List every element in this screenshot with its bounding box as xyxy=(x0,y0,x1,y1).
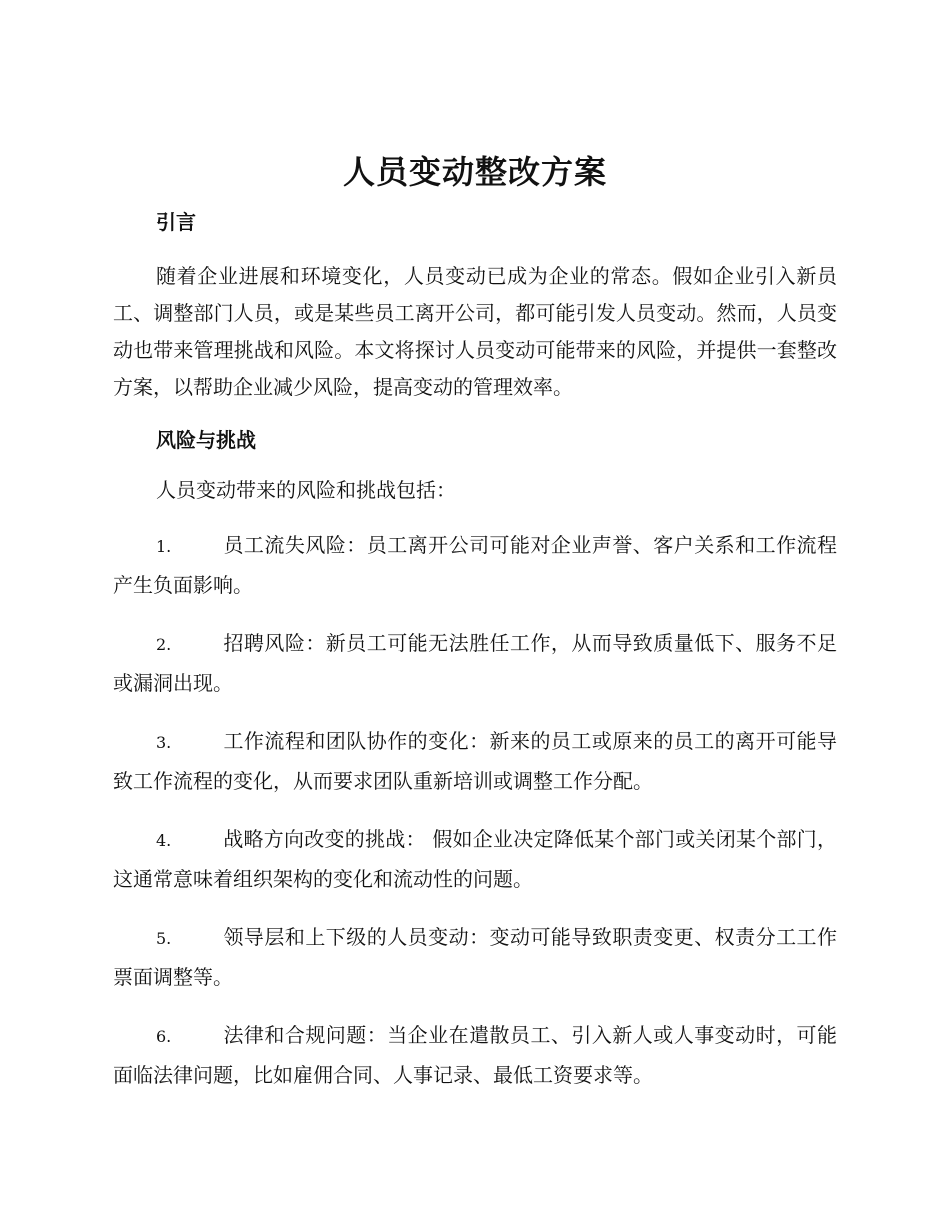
list-item-text: 工作流程和团队协作的变化：新来的员工或原来的员工的离开可能导致工作流程的变化，从而要求团队重新培训或调整工作分配。 xyxy=(113,729,837,793)
section-heading-intro: 引言 xyxy=(156,210,196,234)
list-item-number: 3. xyxy=(156,733,172,752)
document-body xyxy=(113,150,837,1114)
list-item-text: 员工流失风险：员工离开公司可能对企业声誉、客户关系和工作流程产生负面影响。 xyxy=(113,533,837,597)
list-item xyxy=(113,820,837,898)
list-item-number: 1. xyxy=(156,537,172,556)
list-item xyxy=(113,526,837,604)
list-item xyxy=(113,624,837,702)
list-item-text: 法律和合规问题：当企业在遣散员工、引入新人或人事变动时，可能面临法律问题，比如雇佣合同、人事记录、最低工资要求等。 xyxy=(113,1023,837,1087)
risks-lead: 人员变动带来的风险和挑战包括： xyxy=(156,478,456,502)
section-heading-risks: 风险与挑战 xyxy=(156,428,256,452)
list-item xyxy=(113,722,837,800)
list-item-text: 招聘风险：新员工可能无法胜任工作，从而导致质量低下、服务不足或漏洞出现。 xyxy=(113,631,837,695)
list-item-number: 4. xyxy=(156,831,172,850)
list-item xyxy=(113,1016,837,1094)
list-item-number: 2. xyxy=(156,635,172,654)
list-item xyxy=(113,918,837,996)
document-title: 人员变动整改方案 xyxy=(342,153,607,191)
list-item-number: 6. xyxy=(156,1027,172,1046)
list-item-number: 5. xyxy=(156,929,172,948)
list-item-text: 领导层和上下级的人员变动：变动可能导致职责变更、权责分工工作票面调整等。 xyxy=(113,925,837,989)
intro-paragraph: 随着企业进展和环境变化，人员变动已成为企业的常态。假如企业引入新员工、调整部门人员，或是某些员工离开公司，都可能引发人员变动。然而，人员变动也带来管理挑战和风险。本文将探讨人员变动可能带来的风险，并提供一套整改方案，以帮助企业减少风险，提高变动的管理效率。 xyxy=(113,264,837,399)
list-item-text: 战略方向改变的挑战： 假如企业决定降低某个部门或关闭某个部门，这通常意味着组织架构的变化和流动性的问题。 xyxy=(113,827,837,891)
